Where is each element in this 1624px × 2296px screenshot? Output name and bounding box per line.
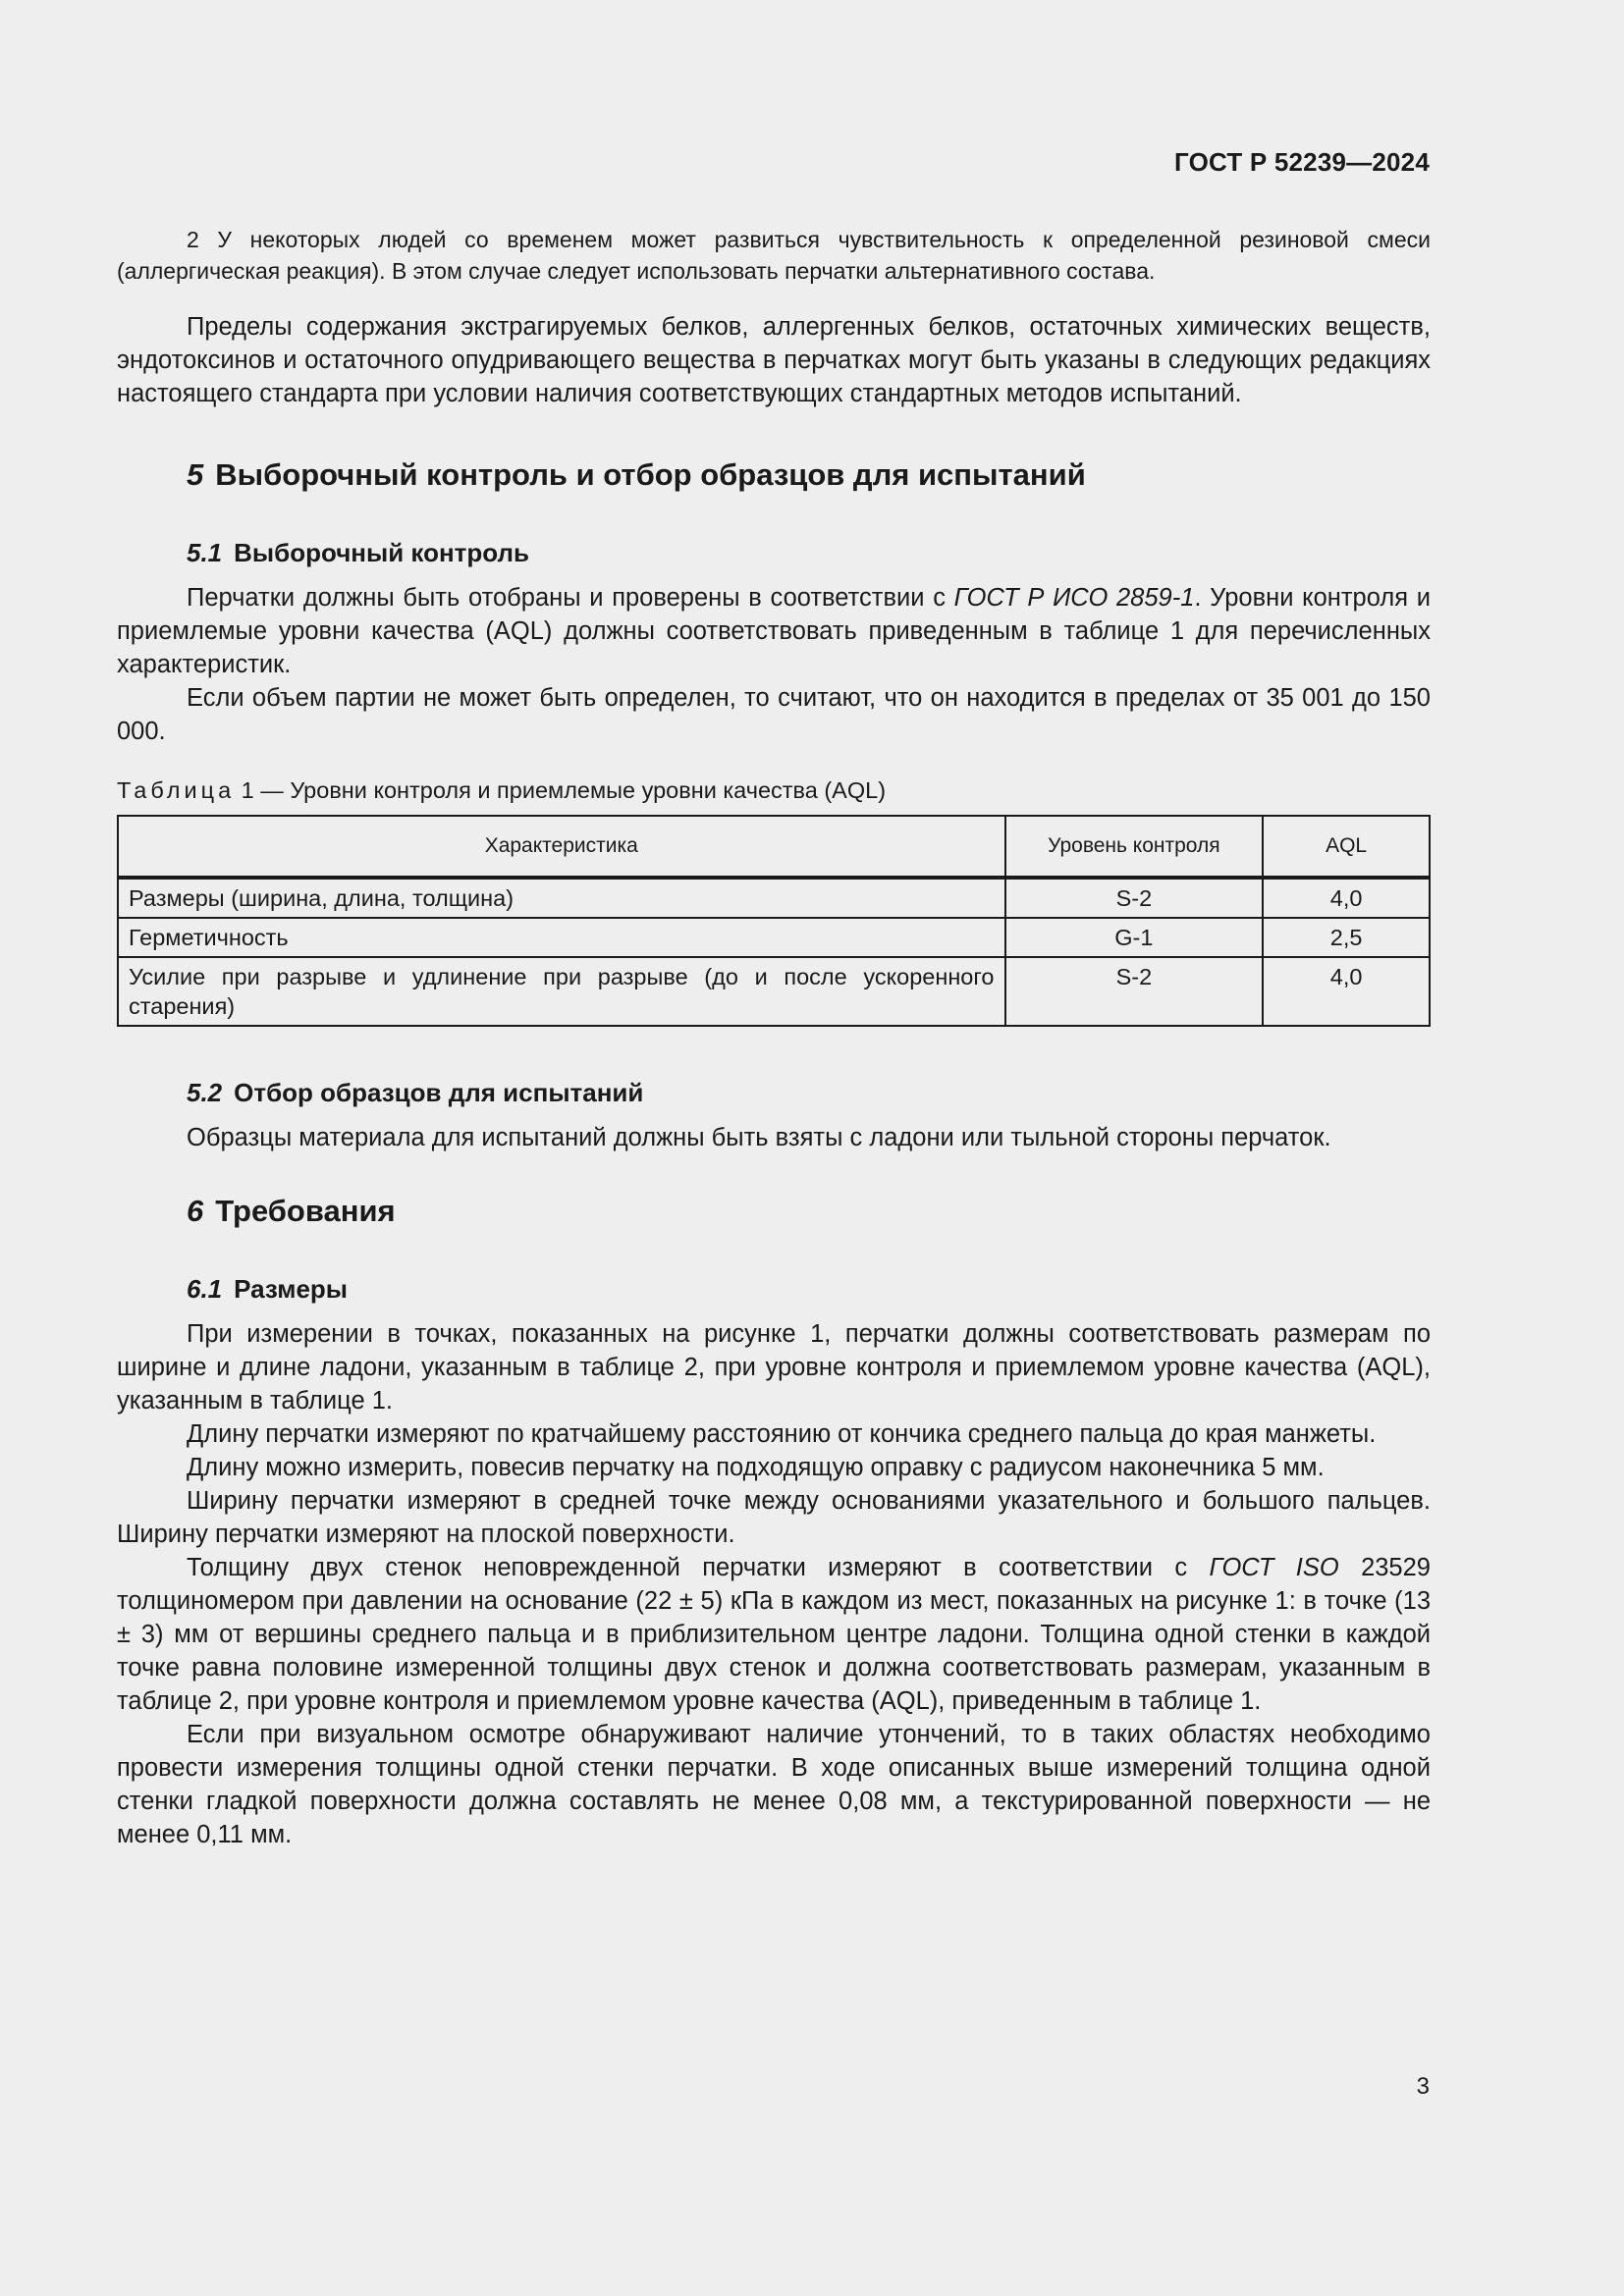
note-2: 2 У некоторых людей со временем может развиться чувствительность к определенной резиновой смеси (аллергическая реакция). В этом случае следует использовать перчатки альтернативного состава. [117, 227, 1431, 284]
cell-control-level: G-1 [1005, 918, 1264, 957]
table-row [118, 878, 1430, 918]
table-row [118, 957, 1430, 1026]
table-caption-word: Таблица [117, 777, 236, 803]
header-aql: AQL [1263, 816, 1430, 878]
subsection-number: 5.1 [187, 538, 223, 567]
paragraph-6-1-3: Длину можно измерить, повесив перчатку на подходящую оправку с радиусом наконечника 5 мм. [187, 1454, 1325, 1481]
table-caption [117, 775, 1431, 805]
table-1 [117, 815, 1431, 1027]
section-title: Выборочный контроль и отбор образцов для испытаний [215, 457, 1086, 492]
standard-reference: ГОСТ ISO [1209, 1554, 1339, 1581]
table-header-row [118, 816, 1430, 878]
cell-control-level: S-2 [1005, 957, 1264, 1026]
paragraph-5-1-2: Если объем партии не может быть определен, то считают, что он находится в пределах от 35 001 до 150 000. [117, 684, 1431, 745]
section-number: 5 [187, 457, 204, 492]
paragraph-6-1-1: При измерении в точках, показанных на рисунке 1, перчатки должны соответствовать размерам по ширине и длине ладони, указанным в таблице 2, при уровне контроля и приемлемом уровне качества (AQL), указанным в таблице 1. [117, 1320, 1431, 1415]
standard-reference: ГОСТ Р ИСО 2859-1 [953, 584, 1195, 612]
text: 23529 толщиномером при давлении на основание (22 ± 5) кПа в каждом из мест, показанных на рисунке 1: в точке (13 ± 3) мм от вершины среднего пальца и в приблизительном центре ладони. Толщина одной стенки в каждой точке равна половине измеренной толщины двух стенок и должна соответствовать размерам, указанным в таблице 2, при уровне контроля и приемлемом уровне качества (AQL), приведенным в таблице 1. [117, 1554, 1431, 1715]
cell-characteristic: Усилие при разрыве и удлинение при разрыве (до и после ускоренного старения) [118, 957, 1005, 1026]
subsection-6-1-heading [117, 1272, 1431, 1306]
limits-paragraph: Пределы содержания экстрагируемых белков, аллергенных белков, остаточных химических веществ, эндотоксинов и остаточного опудривающего вещества в перчатках могут быть указаны в следующих редакциях настоящего стандарта при условии наличия соответствующих стандартных методов испытаний. [117, 313, 1431, 407]
paragraph-6-1-6: Если при визуальном осмотре обнаруживают наличие утончений, то в таких областях необходимо провести измерения толщины одной стенки перчатки. В ходе описанных выше измерений толщина одной стенки гладкой поверхности должна составлять не менее 0,08 мм, а текстурированной поверхности — не менее 0,11 мм. [117, 1721, 1431, 1848]
cell-aql: 4,0 [1263, 957, 1430, 1026]
page-number: 3 [1416, 2073, 1430, 2100]
subsection-number: 5.2 [187, 1078, 223, 1107]
paragraph-5-1-1 [117, 581, 1431, 681]
subsection-title: Размеры [234, 1274, 348, 1304]
header-characteristic: Характеристика [118, 816, 1005, 878]
text: . Уровни контроля и приемлемые уровни качества (AQL) должны соответствовать приведенным в таблице 1 для перечисленных характеристик. [117, 584, 1431, 678]
table-row [118, 918, 1430, 957]
cell-aql: 4,0 [1263, 878, 1430, 918]
document-code: ГОСТ Р 52239—2024 [1174, 147, 1430, 177]
section-title: Требования [215, 1194, 396, 1228]
section-5-heading [117, 455, 1431, 495]
paragraph-5-2-1: Образцы материала для испытаний должны быть взяты с ладони или тыльной стороны перчаток. [187, 1124, 1331, 1151]
section-number: 6 [187, 1194, 204, 1228]
section-6-heading [117, 1192, 1431, 1231]
subsection-number: 6.1 [187, 1274, 223, 1304]
cell-characteristic: Герметичность [118, 918, 1005, 957]
subsection-5-1-heading [117, 536, 1431, 569]
paragraph-6-1-4: Ширину перчатки измеряют в средней точке между основаниями указательного и большого пальцев. Ширину перчатки измеряют на плоской поверхности. [117, 1487, 1431, 1548]
subsection-title: Отбор образцов для испытаний [234, 1078, 644, 1107]
subsection-title: Выборочный контроль [234, 538, 530, 567]
cell-characteristic: Размеры (ширина, длина, толщина) [118, 878, 1005, 918]
page-content [117, 224, 1431, 1851]
text: Толщину двух стенок неповрежденной перчатки измеряют в соответствии с [187, 1554, 1210, 1581]
header-control-level: Уровень контроля [1005, 816, 1264, 878]
table-caption-text: 1 — Уровни контроля и приемлемые уровни качества (AQL) [235, 777, 887, 803]
paragraph-6-1-5 [117, 1551, 1431, 1718]
cell-control-level: S-2 [1005, 878, 1264, 918]
subsection-5-2-heading [117, 1076, 1431, 1109]
paragraph-6-1-2: Длину перчатки измеряют по кратчайшему расстоянию от кончика среднего пальца до края манжеты. [187, 1420, 1377, 1448]
cell-aql: 2,5 [1263, 918, 1430, 957]
text: Перчатки должны быть отобраны и проверены в соответствии с [187, 584, 954, 612]
